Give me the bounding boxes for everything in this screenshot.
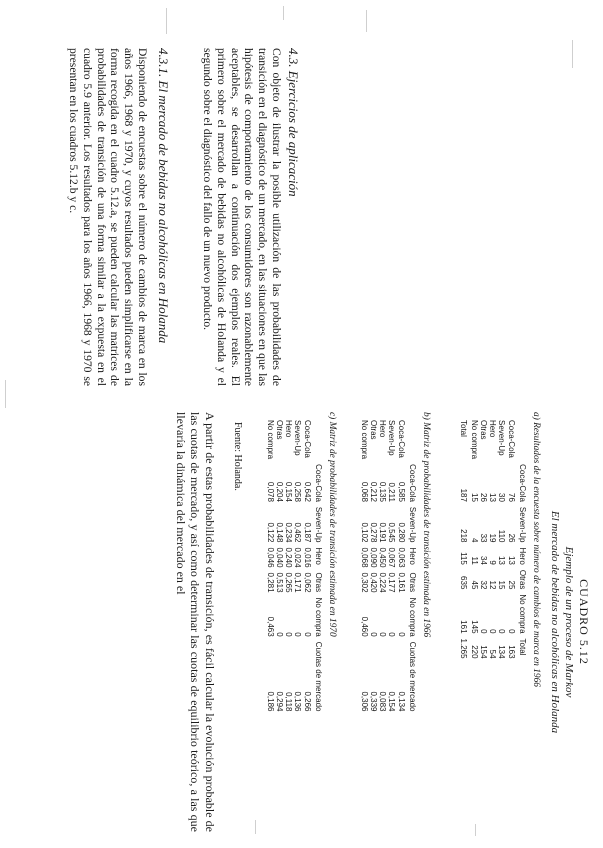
table-c bbox=[265, 420, 323, 717]
table-row bbox=[479, 420, 488, 664]
row-label: Hero bbox=[488, 420, 498, 438]
cell: 13 bbox=[497, 555, 507, 565]
table-row bbox=[497, 420, 506, 664]
cell: 0,266 bbox=[302, 691, 312, 712]
row-label: Total bbox=[459, 420, 469, 437]
cell: 0,450 bbox=[378, 547, 388, 568]
table-row bbox=[369, 420, 378, 717]
table-row bbox=[396, 420, 405, 717]
table-row bbox=[488, 420, 497, 664]
closing-paragraph: A partir de estas probabilidades de transición, es fácil calcular la evolución probable de las cuotas de mercado, y así como determinar las cuotas de equilibrio teórico, a las que llevaría la dinámica del mercado en el bbox=[174, 412, 217, 832]
cell: 0,068 bbox=[359, 481, 369, 502]
cell: 218 bbox=[459, 529, 469, 543]
table-row bbox=[275, 420, 284, 717]
cell: 0,040 bbox=[274, 547, 284, 568]
table-source: Fuente: Holanda. bbox=[232, 422, 243, 491]
cell: 187 bbox=[459, 488, 469, 502]
table-b-header: Otras bbox=[408, 572, 417, 593]
cell: 76 bbox=[506, 493, 516, 502]
table-a-header: No compra bbox=[518, 594, 527, 634]
row-label: Seven-Up bbox=[497, 420, 507, 456]
row-label: No compra bbox=[265, 420, 275, 460]
row-label: Seven-Up bbox=[293, 420, 303, 456]
table-b-header: Hero bbox=[408, 547, 417, 565]
row-label: Otras bbox=[274, 420, 284, 440]
cuadro-subtitle-1: Ejemplo de un proceso de Markov bbox=[563, 546, 575, 698]
cell: 0,211 bbox=[387, 482, 397, 502]
row-label: Seven-Up bbox=[387, 420, 397, 456]
cell: 0 bbox=[293, 632, 303, 637]
cell: 0,545 bbox=[387, 522, 397, 543]
cell: 0,016 bbox=[302, 547, 312, 568]
cell: 1.265 bbox=[459, 638, 469, 659]
cell: 0 bbox=[378, 632, 388, 637]
cell: 45 bbox=[469, 580, 479, 590]
table-c-caption: c) Matriz de probabilidades de transición estimada en 1970 bbox=[327, 412, 337, 637]
cell: 0,187 bbox=[302, 522, 312, 543]
table-a-header bbox=[516, 420, 527, 464]
cell: 13 bbox=[506, 555, 516, 565]
cell: 0,171 bbox=[293, 572, 303, 593]
table-a-header: Total bbox=[518, 638, 527, 656]
cell: 0 bbox=[368, 632, 378, 637]
table-c-header: No compra bbox=[314, 597, 323, 637]
cell: 145 bbox=[469, 620, 479, 634]
cell: 9 bbox=[488, 560, 498, 565]
cell: 26 bbox=[506, 533, 516, 543]
cell: 0,122 bbox=[265, 522, 275, 543]
table-a-header: Otras bbox=[518, 569, 527, 590]
row-label: Coca-Cola bbox=[506, 420, 516, 458]
table-b-header-row bbox=[406, 420, 417, 717]
row-label: Otras bbox=[368, 420, 378, 440]
cell: 0,090 bbox=[368, 547, 378, 568]
table-a bbox=[459, 420, 527, 664]
cell: 0,585 bbox=[396, 481, 406, 502]
cell: 0,265 bbox=[284, 572, 294, 593]
row-label: Otras bbox=[478, 420, 488, 440]
cell: 0 bbox=[274, 632, 284, 637]
cell: 0,463 bbox=[265, 616, 275, 637]
table-row bbox=[387, 420, 396, 717]
cell: 0,161 bbox=[396, 572, 406, 593]
cell: 12 bbox=[488, 580, 498, 590]
row-label: No compra bbox=[359, 420, 369, 460]
table-b-header: Coca-Cola bbox=[408, 464, 417, 502]
cell: 0,191 bbox=[378, 522, 388, 543]
cell: 0,278 bbox=[368, 522, 378, 543]
table-c-header: Otras bbox=[314, 572, 323, 593]
cell: 0,642 bbox=[302, 481, 312, 502]
table-row bbox=[469, 420, 478, 664]
table-a-caption: a) Resultados de la encuesta sobre número de cambios de marca en 1966 bbox=[531, 412, 541, 687]
cuadro-title: CUADRO 5.12 bbox=[577, 579, 591, 665]
cell: 0,062 bbox=[302, 572, 312, 593]
cell: 0,135 bbox=[378, 481, 388, 502]
table-row bbox=[378, 420, 387, 717]
cell: 0,134 bbox=[396, 691, 406, 712]
cell: 0 bbox=[396, 632, 406, 637]
cell: 0,177 bbox=[387, 572, 397, 593]
cell: 0,148 bbox=[274, 522, 284, 543]
cell: 30 bbox=[497, 493, 507, 502]
section-4-3-paragraph: Con objeto de ilustrar la posible utilización de las probabilidades de transición en el diagnóstico de un mercado, en las situaciones en que las hipótesis de comportamiento de los consumidores son razonablemente aceptables, se desarrollan a continuación dos ejemplos reales. El primero sobre el mercado de bebidas no alcohólicas de Holanda y el segundo sobre el diagnóstico del fallo de un nuevo producto. bbox=[201, 48, 283, 386]
cell: 0,513 bbox=[274, 572, 284, 593]
cell: 0 bbox=[506, 629, 516, 634]
cell: 26 bbox=[478, 493, 488, 502]
cell: 0,234 bbox=[284, 522, 294, 543]
cell: 134 bbox=[497, 645, 507, 659]
cell: 34 bbox=[478, 555, 488, 565]
cell: 0,460 bbox=[359, 616, 369, 637]
cell: 0 bbox=[488, 629, 498, 634]
cell: 0 bbox=[478, 629, 488, 634]
cell: 54 bbox=[488, 649, 498, 659]
table-c-header-row bbox=[312, 420, 323, 717]
cell: 0,024 bbox=[293, 547, 303, 568]
cell: 0,136 bbox=[293, 691, 303, 712]
cell: 154 bbox=[478, 645, 488, 659]
cell: 25 bbox=[506, 580, 516, 590]
section-title-4-3: 4.3. Ejercicios de aplicación bbox=[286, 48, 301, 197]
table-c-header: Hero bbox=[314, 547, 323, 565]
cell: 0,294 bbox=[274, 691, 284, 712]
table-b-caption: b) Matriz de probabilidades de transición estimada en 1966 bbox=[421, 412, 431, 638]
cell: 0,339 bbox=[368, 691, 378, 712]
cell: 0,258 bbox=[293, 481, 303, 502]
cell: 11 bbox=[469, 556, 479, 565]
table-total-row bbox=[459, 420, 469, 664]
cell: 163 bbox=[506, 645, 516, 659]
cell: 0 bbox=[302, 632, 312, 637]
table-c-header bbox=[312, 420, 323, 464]
row-label: No compra bbox=[469, 420, 479, 460]
table-b-header: Seven-Up bbox=[408, 506, 417, 543]
cell: 0 bbox=[387, 632, 397, 637]
cell: 0,102 bbox=[359, 522, 369, 543]
cell: 0,240 bbox=[284, 547, 294, 568]
cell: 0,063 bbox=[396, 547, 406, 568]
cell: 0,302 bbox=[359, 572, 369, 593]
cell: 0 bbox=[497, 629, 507, 634]
cell: 4 bbox=[469, 538, 479, 543]
cell: 0,212 bbox=[368, 481, 378, 502]
table-row bbox=[506, 420, 515, 664]
cell: 0,280 bbox=[396, 522, 406, 543]
cell: 0,154 bbox=[387, 691, 397, 712]
table-b-header bbox=[406, 420, 417, 464]
table-row bbox=[359, 420, 368, 717]
section-title-4-3-1: 4.3.1. El mercado de bebidas no alcohólicas en Holanda bbox=[156, 48, 171, 344]
table-c-header: Seven-Up bbox=[314, 506, 323, 543]
cell: 0,281 bbox=[265, 572, 275, 593]
cell: 0,118 bbox=[284, 692, 294, 712]
table-b bbox=[359, 420, 417, 717]
table-row bbox=[284, 420, 293, 717]
table-b-header: Cuotas de mercado bbox=[408, 641, 417, 712]
cell: 0,067 bbox=[387, 547, 397, 568]
cell: 0,224 bbox=[378, 572, 388, 593]
cell: 0,186 bbox=[265, 691, 275, 712]
cell: 635 bbox=[459, 576, 469, 590]
table-row bbox=[293, 420, 302, 717]
cell: 0,154 bbox=[284, 481, 294, 502]
cell: 0,068 bbox=[359, 547, 369, 568]
cell: 0,204 bbox=[274, 481, 284, 502]
table-c-header: Cuotas de mercado bbox=[314, 641, 323, 712]
cell: 0,078 bbox=[265, 481, 275, 502]
table-a-header-row bbox=[516, 420, 527, 664]
row-label: Hero bbox=[284, 420, 294, 438]
table-row bbox=[265, 420, 274, 717]
cell: 0,420 bbox=[368, 572, 378, 593]
section-4-3-1-paragraph: Disponiendo de encuestas sobre el número de cambios de marca en los años 1966, 1968 y 1970, y cuyos resultados pueden simplificarse en la forma recogida en el cuadro 5.12.a, se pueden calcular las matrices de probabilidades de transición de una forma similar a la expuesta en el cuadro 5.9 anterior. Los resultados para los años 1966, 1968 y 1970 se presentan en los cuadros 5.12.b y c. bbox=[67, 48, 149, 386]
cell: 32 bbox=[478, 580, 488, 590]
row-label: Coca-Cola bbox=[396, 420, 406, 458]
table-a-header: Seven-Up bbox=[518, 506, 527, 543]
cell: 15 bbox=[469, 493, 479, 502]
table-b-header: No compra bbox=[408, 597, 417, 637]
cell: 115 bbox=[459, 552, 469, 565]
cell: 0,083 bbox=[378, 691, 388, 712]
cell: 0,046 bbox=[265, 547, 275, 568]
cell: 15 bbox=[497, 580, 507, 590]
cuadro-subtitle-2: El mercado de bebidas no alcohólicas en Holanda bbox=[549, 510, 561, 734]
table-row bbox=[302, 420, 311, 717]
row-label: Hero bbox=[378, 420, 388, 438]
cell: 13 bbox=[488, 493, 498, 502]
cell: 19 bbox=[488, 533, 498, 543]
table-a-header: Coca-Cola bbox=[518, 464, 527, 502]
cell: 220 bbox=[469, 645, 479, 659]
row-label: Coca-Cola bbox=[302, 420, 312, 458]
cell: 33 bbox=[478, 533, 488, 543]
cell: 161 bbox=[459, 620, 469, 634]
cell: 110 bbox=[497, 529, 507, 543]
cell: 0,306 bbox=[359, 691, 369, 712]
cell: 0,462 bbox=[293, 522, 303, 543]
table-a-header: Hero bbox=[518, 547, 527, 565]
table-c-header: Coca-Cola bbox=[314, 464, 323, 502]
cell: 0 bbox=[284, 632, 294, 637]
